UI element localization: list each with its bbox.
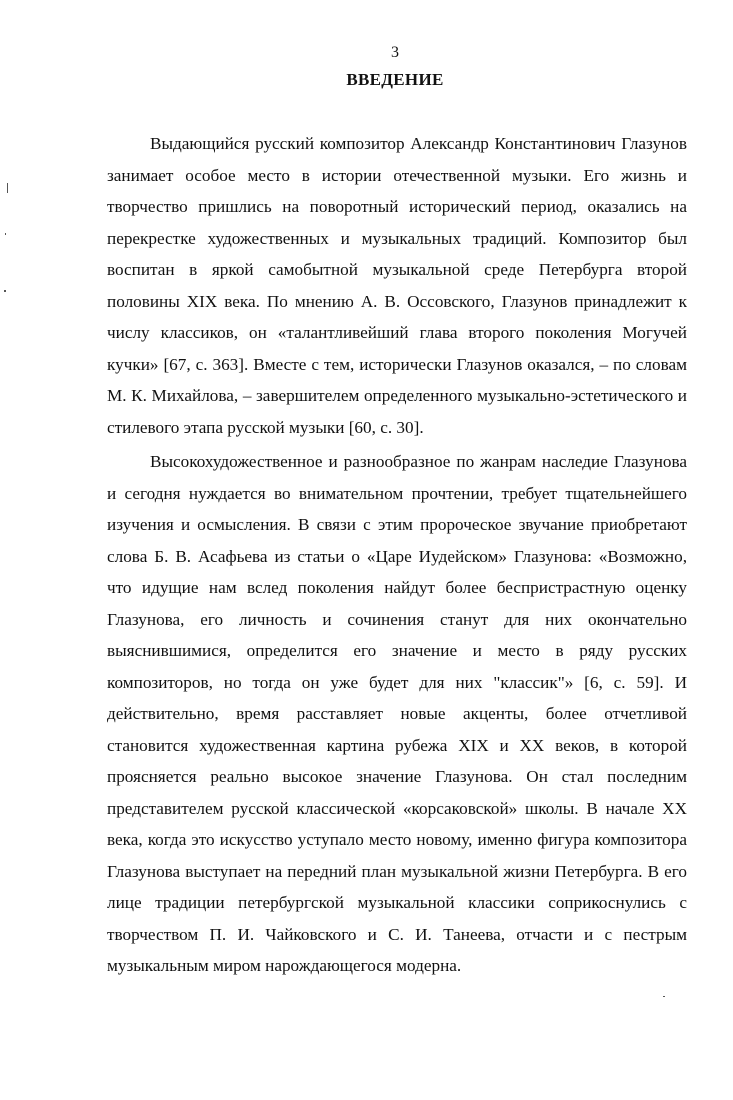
- section-heading: ВВЕДЕНИЕ: [346, 70, 444, 89]
- page-number: 3: [391, 44, 399, 61]
- scan-speck: [663, 996, 665, 997]
- paragraph-2: Высокохудожественное и разнообразное по жанрам наследие Глазунова и сегодня нуждается во внимательном прочтении, требует тщательнейшего изучения и осмысления. В связи с этим пророческое звучание приобретают слова Б. В. Асафьева из статьи о «Царе Иудейском» Глазунова: «Возможно, что идущие нам вслед поколения найдут более беспристрастную оценку Глазунова, его личность и сочинения станут для них окончательно выяснившимися, определится его значение и место в ряду русских композиторов, но тогда он уже будет для них "классик"» [6, с. 59]. И действительно, время расставляет новые акценты, более отчетливой становится художественная картина рубежа XIX и XX веков, в которой проясняется реально высокое значение Глазунова. Он стал последним представителем русской классической «корсаковской» школы. В начале XX века, когда это искусство уступало место новому, именно фигура композитора Глазунова выступает на передний план музыкальной жизни Петербурга. В его лице традиции петербургской музыкальной классики соприкоснулись с творчеством П. И. Чайковского и С. И. Танеева, отчасти и с пестрым музыкальным миром нарождающегося модерна.: [107, 452, 687, 975]
- scan-speck: [4, 290, 6, 292]
- scan-speck: [5, 233, 6, 235]
- body-text: [107, 128, 687, 982]
- scan-speck: [7, 183, 8, 193]
- paragraph-1: Выдающийся русский композитор Александр Константинович Глазунов занимает особое место в истории отечественной музыки. Его жизнь и творчество пришлись на поворотный исторический период, оказались на перекрестке художественных и музыкальных традиций. Композитор был воспитан в яркой самобытной музыкальной среде Петербурга второй половины XIX века. По мнению А. В. Оссовского, Глазунов принадлежит к числу классиков, он «талантливейший глава второго поколения Могучей кучки» [67, с. 363]. Вместе с тем, исторически Глазунов оказался, – по словам М. К. Михайлова, – завершителем определенного музыкально-эстетического и стилевого этапа русской музыки [60, с. 30].: [107, 134, 687, 437]
